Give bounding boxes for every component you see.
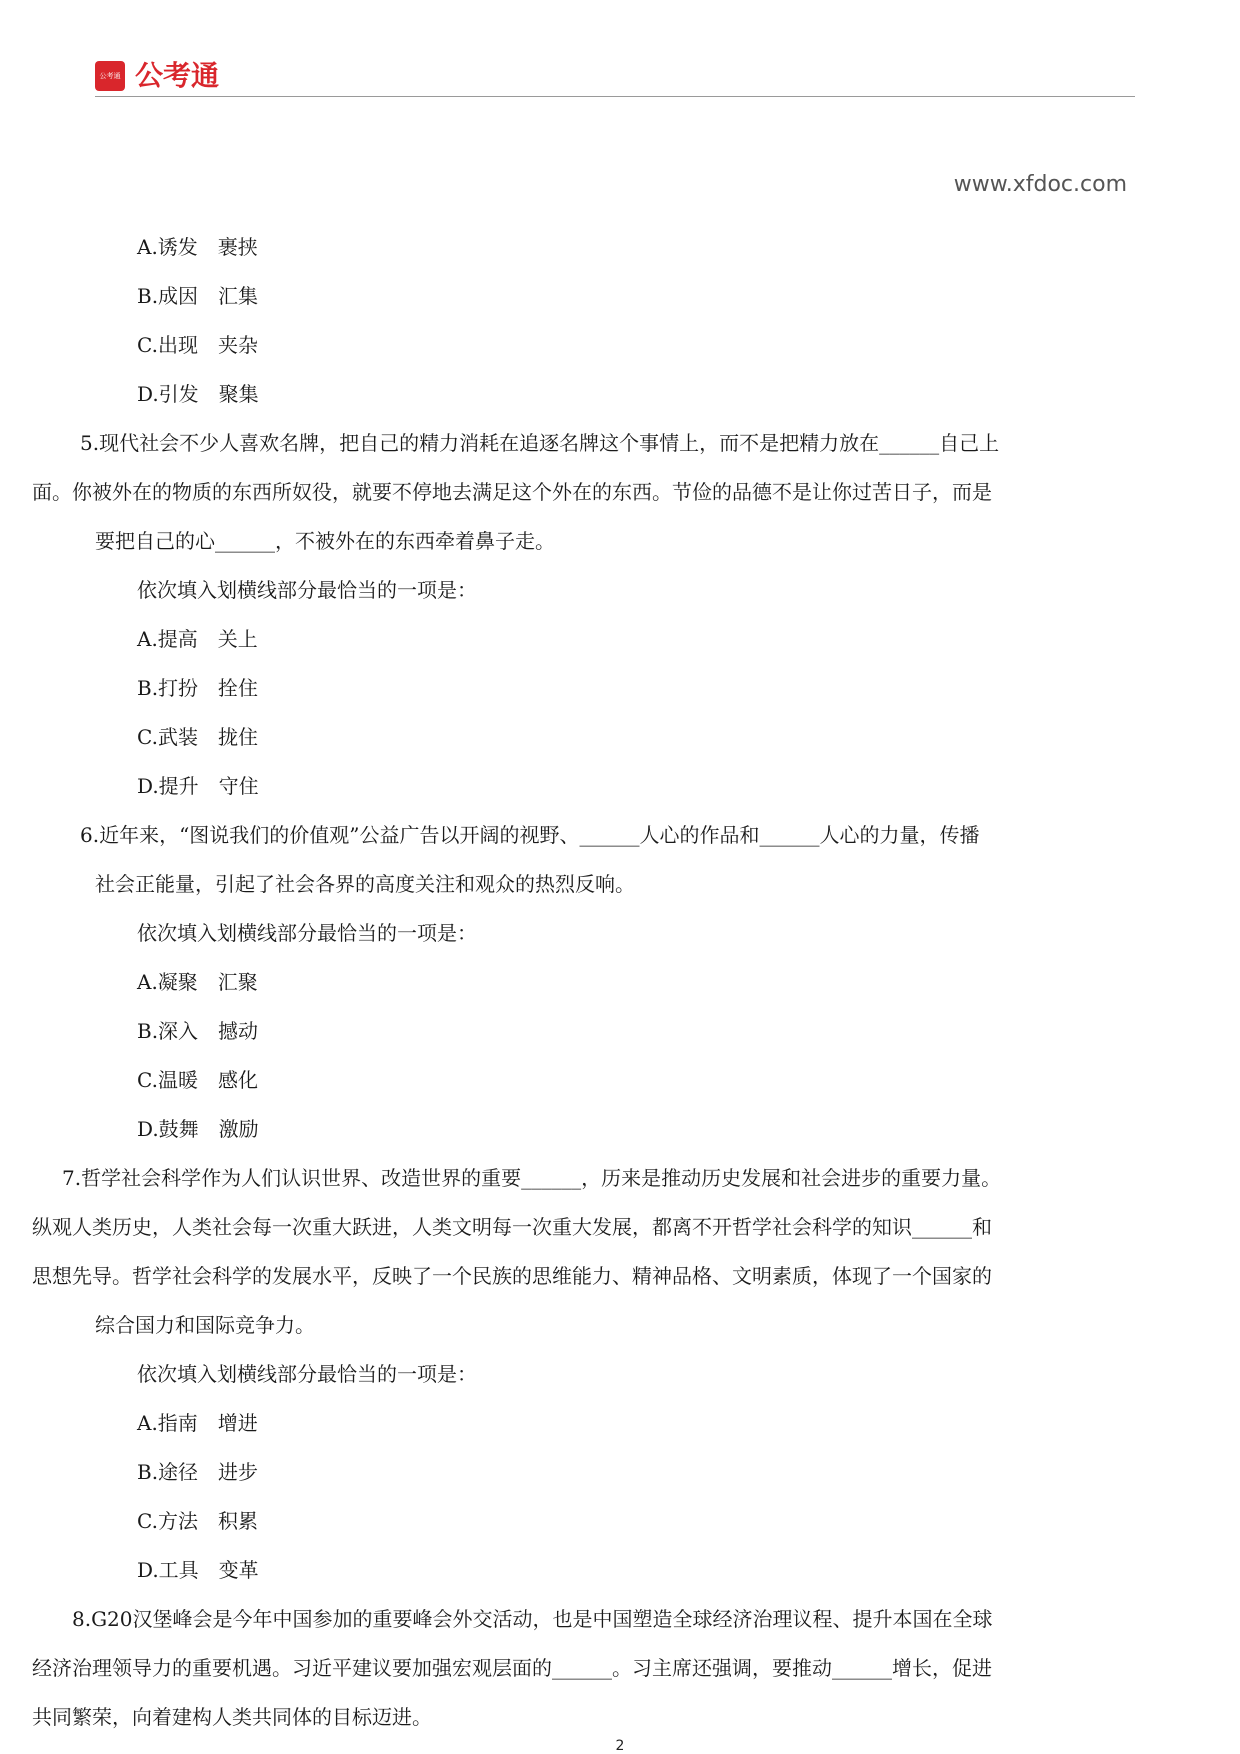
option-line: C.武装 拢住 bbox=[137, 725, 258, 749]
question-text: 社会正能量，引起了社会各界的高度关注和观众的热烈反响。 bbox=[95, 872, 635, 896]
question-prompt: 依次填入划横线部分最恰当的一项是： bbox=[137, 578, 477, 602]
option-line: D.提升 守住 bbox=[137, 774, 259, 798]
question-text: 7.哲学社会科学作为人们认识世界、改造世界的重要______，历来是推动历史发展和社会进步的重要力量。 bbox=[62, 1166, 1002, 1190]
option-line: B.途径 进步 bbox=[137, 1460, 259, 1484]
question-text: 纵观人类历史，人类社会每一次重大跃进，人类文明每一次重大发展，都离不开哲学社会科学的知识______和 bbox=[32, 1215, 992, 1239]
question-text: 经济治理领导力的重要机遇。习近平建议要加强宏观层面的______。习主席还强调，要推动______增长，促进 bbox=[32, 1656, 992, 1680]
question-text: 5.现代社会不少人喜欢名牌，把自己的精力消耗在追逐名牌这个事情上，而不是把精力放在______自己上 bbox=[80, 431, 1000, 455]
option-line: D.工具 变革 bbox=[137, 1558, 259, 1582]
question-text: 面。你被外在的物质的东西所奴役，就要不停地去满足这个外在的东西。节俭的品德不是让你过苦日子，而是 bbox=[32, 480, 992, 504]
question-prompt: 依次填入划横线部分最恰当的一项是： bbox=[137, 1362, 477, 1386]
option-line: C.温暖 感化 bbox=[137, 1068, 258, 1092]
question-text: 思想先导。哲学社会科学的发展水平，反映了一个民族的思维能力、精神品格、文明素质，体现了一个国家的 bbox=[32, 1264, 992, 1288]
question-text: 要把自己的心______，不被外在的东西牵着鼻子走。 bbox=[95, 529, 555, 553]
option-line: D.鼓舞 激励 bbox=[137, 1117, 259, 1141]
question-text: 8.G20汉堡峰会是今年中国参加的重要峰会外交活动，也是中国塑造全球经济治理议程、提升本国在全球 bbox=[72, 1607, 993, 1631]
logo-badge-text: 公考通 bbox=[99, 72, 121, 80]
option-line: B.成因 汇集 bbox=[137, 284, 259, 308]
question-text: 综合国力和国际竞争力。 bbox=[95, 1313, 315, 1337]
option-line: C.出现 夹杂 bbox=[137, 333, 258, 357]
question-text: 6.近年来，“图说我们的价值观”公益广告以开阔的视野、______人心的作品和______人心的力量，传播 bbox=[80, 823, 980, 847]
option-line: B.打扮 拴住 bbox=[137, 676, 259, 700]
option-line: C.方法 积累 bbox=[137, 1509, 258, 1533]
logo-icon bbox=[95, 61, 125, 91]
page-number: 2 bbox=[615, 1738, 625, 1754]
option-line: D.引发 聚集 bbox=[137, 382, 259, 406]
site-url: www.xfdoc.com bbox=[953, 172, 1127, 197]
option-line: B.深入 撼动 bbox=[137, 1019, 259, 1043]
option-line: A.提高 关上 bbox=[137, 627, 258, 651]
option-line: A.凝聚 汇聚 bbox=[137, 970, 258, 994]
header-divider bbox=[95, 96, 1135, 97]
brand-name: 公考通 bbox=[135, 59, 220, 92]
option-line: A.指南 增进 bbox=[137, 1411, 258, 1435]
question-prompt: 依次填入划横线部分最恰当的一项是： bbox=[137, 921, 477, 945]
option-line: A.诱发 裹挟 bbox=[137, 235, 258, 259]
question-text: 共同繁荣，向着建构人类共同体的目标迈进。 bbox=[32, 1705, 432, 1729]
